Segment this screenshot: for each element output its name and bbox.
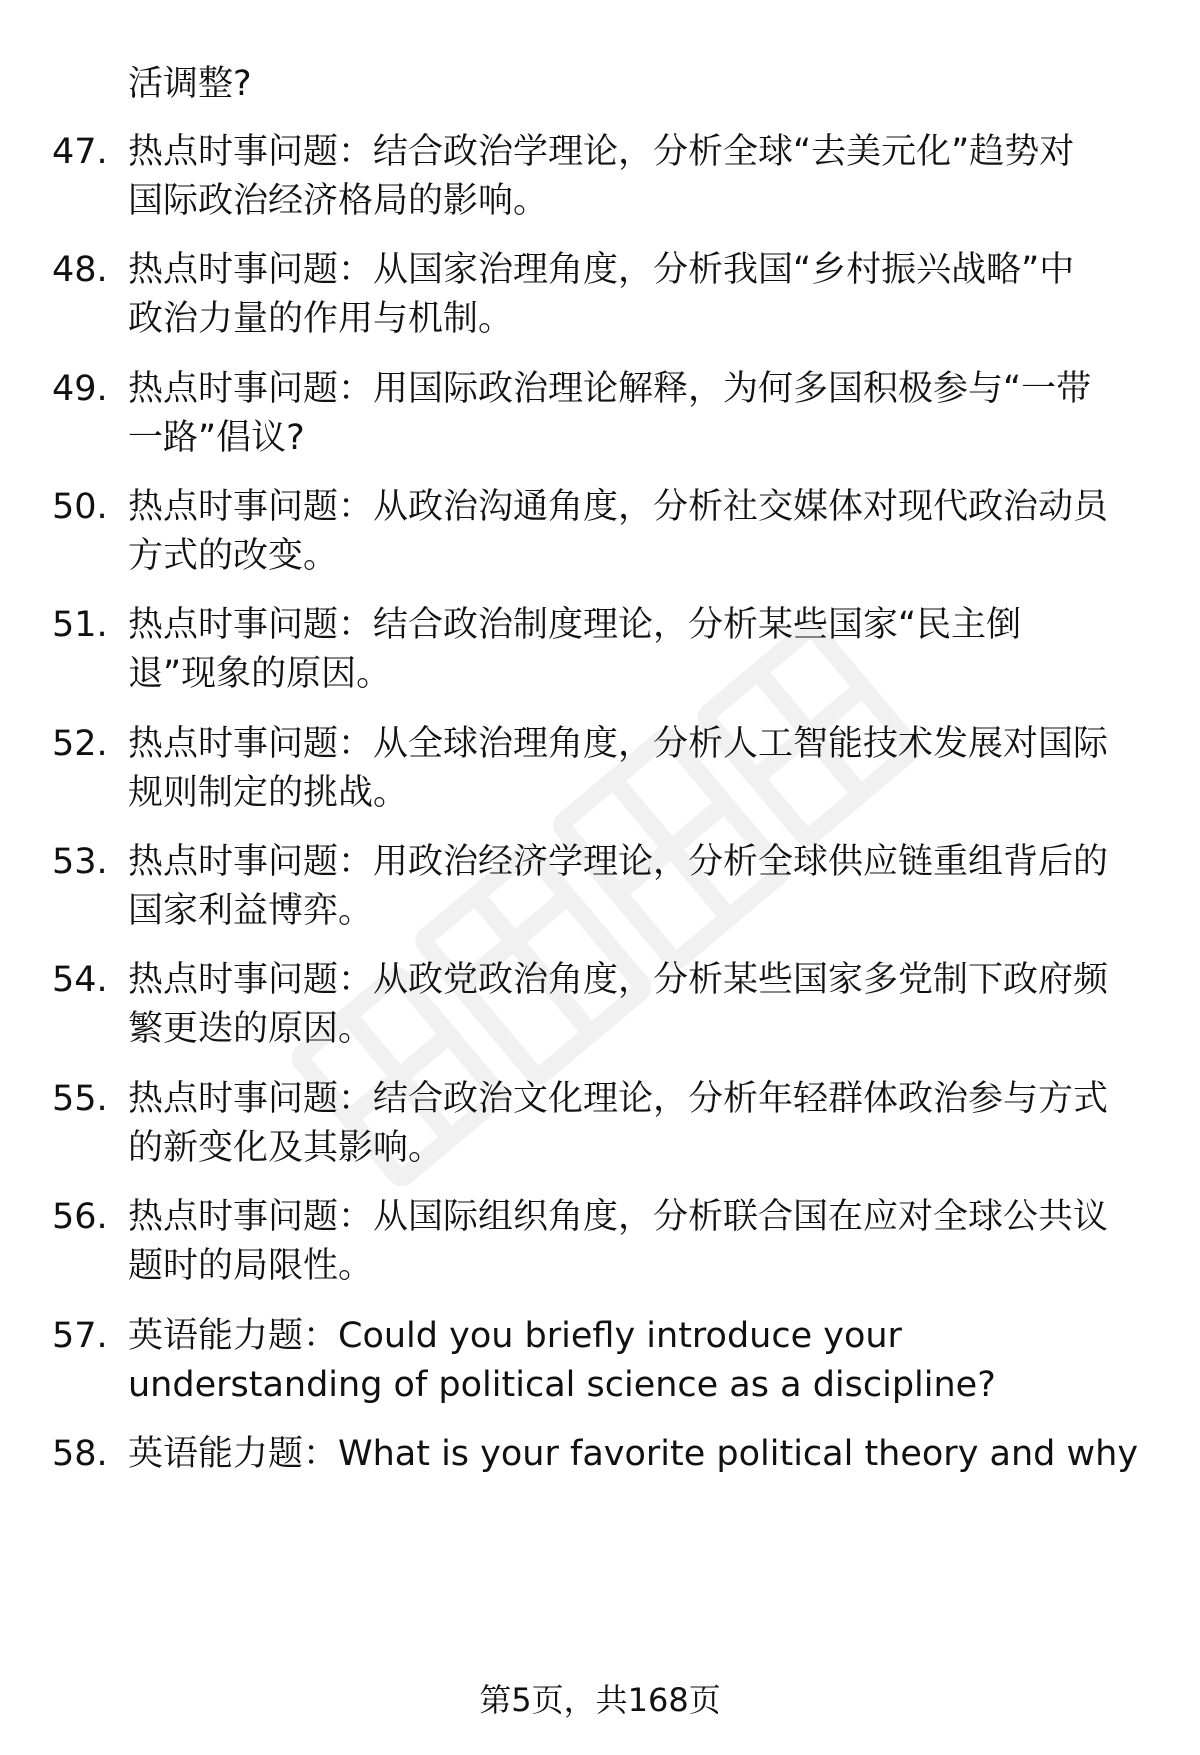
question-text: 热点时事问题：从政党政治角度，分析某些国家多党制下政府频 <box>128 960 1109 1000</box>
question-text: 的新变化及其影响。 <box>128 1128 444 1168</box>
question-number: 58. <box>52 1434 108 1474</box>
question-number: 55. <box>52 1079 108 1119</box>
question-text: 热点时事问题：从全球治理角度，分析人工智能技术发展对国际 <box>128 724 1109 764</box>
question-text: 国际政治经济格局的影响。 <box>128 181 549 221</box>
question-number: 52. <box>52 724 108 764</box>
question-text: 题时的局限性。 <box>128 1246 374 1286</box>
question-number: 53. <box>52 842 108 882</box>
question-text: 规则制定的挑战。 <box>128 773 409 813</box>
question-number: 56. <box>52 1197 108 1237</box>
question-text: 热点时事问题：结合政治制度理论，分析某些国家“民主倒 <box>128 605 1022 645</box>
question-text: 热点时事问题：从政治沟通角度，分析社交媒体对现代政治动员 <box>128 487 1109 527</box>
question-text: 英语能力题：What is your favorite political theory and why <box>128 1434 1139 1474</box>
question-text: 热点时事问题：结合政治文化理论，分析年轻群体政治参与方式 <box>128 1079 1109 1119</box>
question-text: 热点时事问题：用政治经济学理论，分析全球供应链重组背后的 <box>128 842 1109 882</box>
question-text: 热点时事问题：从国家治理角度，分析我国“乡村振兴战略”中 <box>128 250 1075 290</box>
question-text: 英语能力题：Could you briefly introduce your <box>128 1316 902 1356</box>
question-text: 一路”倡议? <box>128 418 305 458</box>
question-number: 51. <box>52 605 108 645</box>
question-text: 繁更迭的原因。 <box>128 1009 374 1049</box>
question-number: 54. <box>52 960 108 1000</box>
question-text: 政治力量的作用与机制。 <box>128 299 514 339</box>
question-text: 热点时事问题：结合政治学理论，分析全球“去美元化”趋势对 <box>128 132 1075 172</box>
question-text: understanding of political science as a discipline? <box>128 1365 996 1405</box>
continued-text: 活调整? <box>128 64 252 104</box>
question-text: 方式的改变。 <box>128 536 339 576</box>
question-number: 49. <box>52 369 108 409</box>
question-number: 48. <box>52 250 108 290</box>
question-text: 国家利益博弈。 <box>128 891 374 931</box>
question-number: 57. <box>52 1316 108 1356</box>
page-footer: 第5页，共168页 <box>479 1681 721 1719</box>
question-text: 退”现象的原因。 <box>128 654 392 694</box>
question-number: 47. <box>52 132 108 172</box>
question-text: 热点时事问题：用国际政治理论解释，为何多国积极参与“一带 <box>128 369 1092 409</box>
question-text: 热点时事问题：从国际组织角度，分析联合国在应对全球公共议 <box>128 1197 1109 1237</box>
question-number: 50. <box>52 487 108 527</box>
